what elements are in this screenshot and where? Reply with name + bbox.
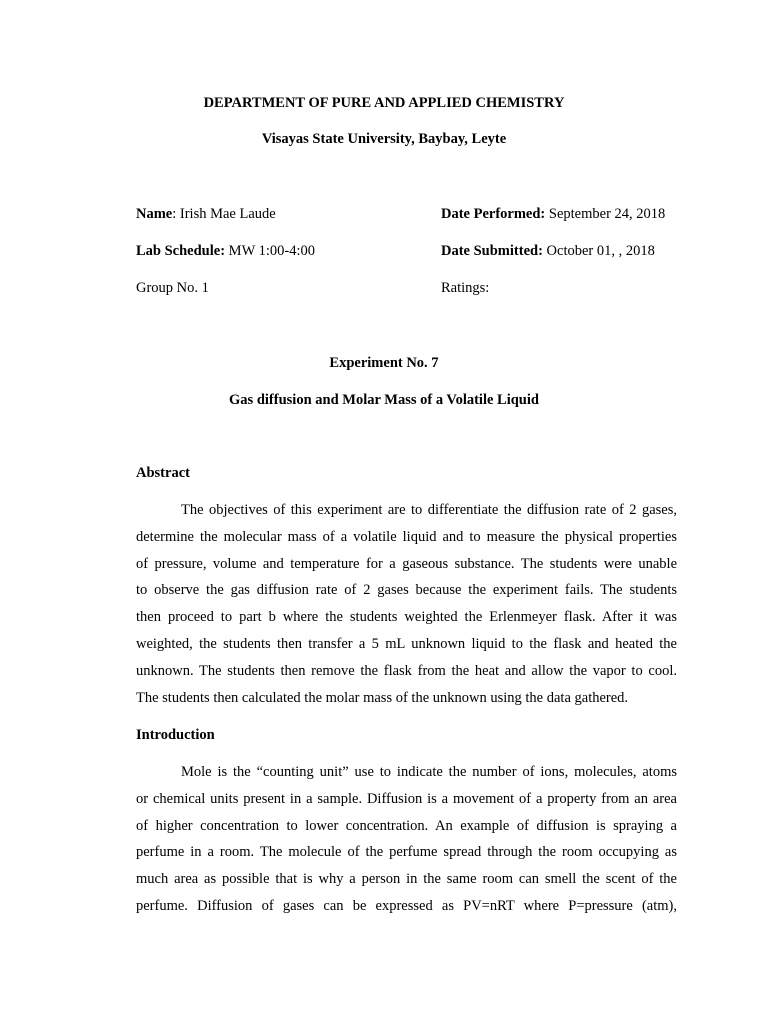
abstract-line: The objectives of this experiment are to differentiate the diffusion rate of 2 gases, <box>181 502 677 518</box>
name-label: Name <box>136 206 173 222</box>
university-name: Visayas State University, Baybay, Leyte <box>261 131 507 147</box>
experiment-number: Experiment No. 7 <box>329 355 439 371</box>
lab-schedule-value: MW 1:00-4:00 <box>225 243 315 259</box>
date-submitted-label: Date Submitted: <box>441 243 543 259</box>
abstract-line: The students then calculated the molar mass of the unknown using the data gathered. <box>136 689 629 706</box>
abstract-heading: Abstract <box>136 465 190 481</box>
date-submitted-value: October 01, , 2018 <box>542 243 655 259</box>
ratings-field: Ratings: <box>441 280 490 296</box>
introduction-line: much area as possible that is why a person in the same room can smell the scent of the <box>136 871 677 888</box>
name-field <box>136 205 276 223</box>
lab-schedule-label: Lab Schedule: <box>136 243 226 259</box>
introduction-line: of higher concentration to lower concentration. An example of diffusion is spraying a <box>136 817 677 834</box>
abstract-paragraph <box>136 497 677 711</box>
date-performed-field <box>441 205 665 223</box>
name-value: : Irish Mae Laude <box>172 206 276 222</box>
experiment-title: Gas diffusion and Molar Mass of a Volatile Liquid <box>229 392 539 408</box>
date-performed-label: Date Performed: <box>441 206 546 222</box>
introduction-line: perfume. Diffusion of gases can be expressed as PV=nRT where P=pressure (atm), <box>136 897 677 914</box>
introduction-heading: Introduction <box>136 727 215 743</box>
introduction-line: Mole is the “counting unit” use to indicate the number of ions, molecules, atoms <box>181 764 677 780</box>
introduction-line: or chemical units present in a sample. Diffusion is a movement of a property from an area <box>136 790 677 807</box>
introduction-line: perfume in a room. The molecule of the perfume spread through the room occupying as <box>136 844 677 861</box>
abstract-line: of pressure, volume and temperature for a gaseous substance. The students were unable <box>136 555 677 572</box>
date-submitted-field <box>441 242 655 260</box>
abstract-line: unknown. The students then remove the flask from the heat and allow the vapor to cool. <box>136 662 677 679</box>
abstract-line: then proceed to part b where the students weighted the Erlenmeyer flask. After it was <box>136 609 677 626</box>
group-field: Group No. 1 <box>136 280 209 296</box>
abstract-line: to observe the gas diffusion rate of 2 gases because the experiment fails. The students <box>136 582 677 599</box>
department-title: DEPARTMENT OF PURE AND APPLIED CHEMISTRY <box>203 95 565 111</box>
lab-schedule-field <box>136 242 315 260</box>
abstract-line: determine the molecular mass of a volatile liquid and to measure the physical properties <box>136 528 677 545</box>
date-performed-value: September 24, 2018 <box>545 206 666 222</box>
introduction-paragraph <box>136 759 677 920</box>
abstract-line: weighted, the students then transfer a 5 mL unknown liquid to the flask and heated the <box>136 635 677 652</box>
